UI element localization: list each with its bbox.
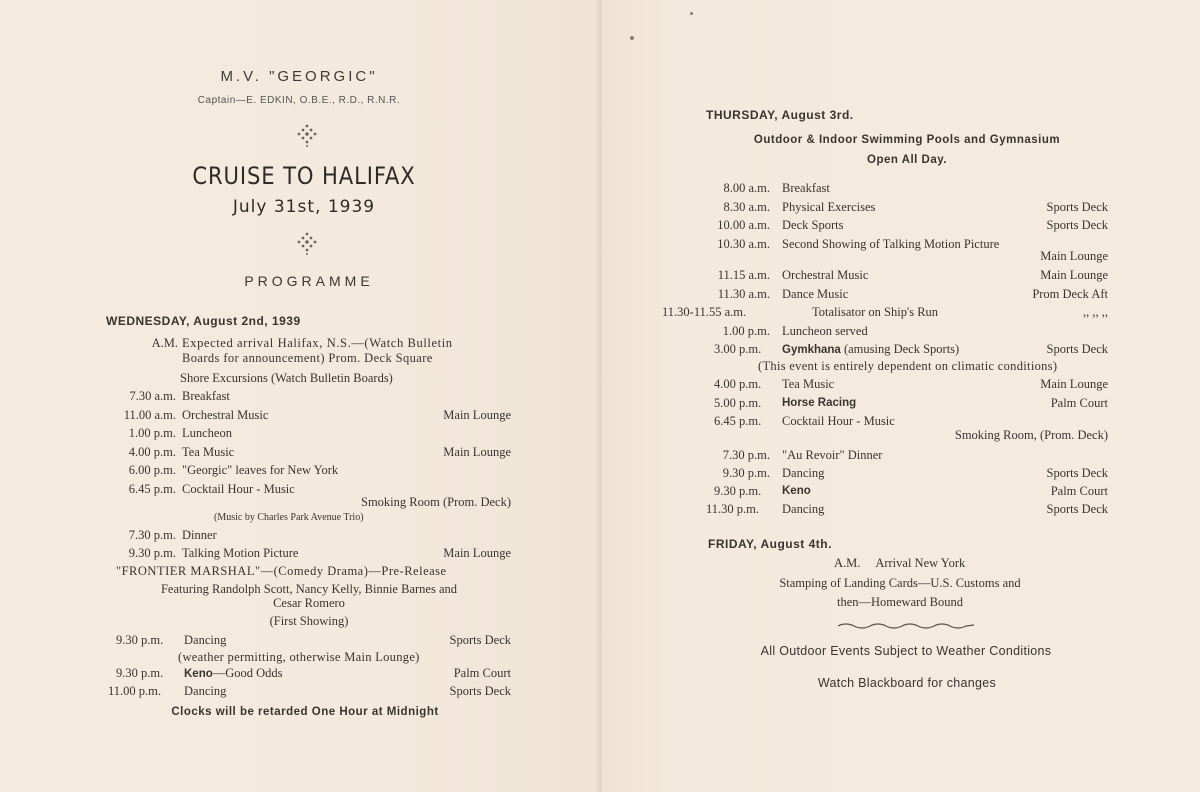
programme-heading: PROGRAMME: [244, 273, 374, 289]
tea-row: [602, 375, 1200, 393]
cruise-date: July 31st, 1939: [232, 197, 376, 217]
event-location: Main Lounge: [443, 407, 511, 422]
event-label: Tea Music: [182, 444, 235, 459]
event-time: 9.30 p.m.: [128, 546, 176, 560]
event-location: Sports Deck: [1046, 199, 1108, 214]
diamond-ornament-bottom: [294, 232, 320, 256]
stamping-line-2: then—Homeward Bound: [836, 595, 964, 609]
smoking-room-location: Smoking Room, (Prom. Deck): [954, 428, 1108, 442]
wave-divider: [836, 620, 976, 630]
event-label: Physical Exercises: [782, 199, 876, 214]
schedule-row: [602, 322, 1200, 340]
schedule-row: [602, 303, 1200, 321]
event-time: 5.00 p.m.: [714, 396, 762, 410]
am-line-3: Shore Excursions (Watch Bulletin Boards): [180, 371, 393, 385]
event-label: Deck Sports: [782, 218, 844, 233]
event-location: Prom Deck Aft: [1032, 286, 1108, 301]
event-time: 11.30 p.m.: [706, 502, 760, 516]
right-page: [602, 0, 1200, 792]
thursday-heading: THURSDAY, August 3rd.: [706, 108, 854, 122]
clocks-note: Clocks will be retarded One Hour at Midnight: [171, 706, 439, 718]
event-time: 1.00 p.m.: [128, 426, 176, 441]
event-label: Breakfast: [182, 389, 230, 403]
event-label: Orchestral Music: [782, 268, 869, 282]
featuring-line-1: Featuring Randolph Scott, Nancy Kelly, Binnie Barnes and: [160, 582, 457, 596]
paper-speck: [690, 12, 693, 15]
event-label: Luncheon: [182, 426, 232, 441]
event-location: Sports Deck: [449, 684, 511, 698]
event-label: Dinner: [182, 528, 217, 542]
event-time: 4.00 p.m.: [128, 444, 176, 459]
event-location: Main Lounge: [1040, 268, 1108, 282]
schedule-row: [0, 461, 598, 479]
event-time: 9.30 p.m.: [116, 666, 164, 680]
schedule-row: [0, 387, 598, 405]
event-label: Orchestral Music: [182, 407, 269, 422]
event-location: Sports Deck: [1046, 502, 1108, 516]
late-dancing-row: [0, 682, 598, 700]
event-time: 9.30 p.m.: [714, 484, 762, 498]
music-note: (Music by Charles Park Avenue Trio): [214, 512, 364, 523]
schedule-row: [0, 526, 598, 544]
event-time: 11.00 a.m.: [123, 407, 176, 422]
event-time: 8.30 a.m.: [723, 199, 770, 214]
event-location: Palm Court: [1050, 484, 1108, 498]
dancing-row: [0, 631, 598, 649]
event-time: 4.00 p.m.: [714, 377, 762, 391]
wednesday-heading: WEDNESDAY, August 2nd, 1939: [106, 314, 301, 328]
event-time: 10.30 a.m.: [717, 236, 770, 251]
schedule-row: [602, 216, 1200, 234]
event-label: Cocktail Hour - Music: [782, 414, 895, 428]
event-label: Breakfast: [782, 181, 830, 195]
event-location: Palm Court: [453, 666, 511, 680]
pools-line-2: Open All Day.: [867, 154, 947, 166]
event-label: Second Showing of Talking Motion Picture: [782, 236, 1000, 251]
schedule-row: [602, 464, 1200, 482]
event-location: Main Lounge: [443, 546, 511, 560]
gymkhana-label: Gymkhana: [782, 344, 841, 356]
event-time: 3.00 p.m.: [714, 342, 762, 356]
event-label: "Au Revoir" Dinner: [782, 448, 883, 462]
event-label: Luncheon served: [782, 323, 868, 338]
event-label: Totalisator on Ship's Run: [812, 305, 939, 320]
gymkhana-row: [602, 340, 1200, 358]
smoking-room-location: Smoking Room (Prom. Deck): [361, 495, 511, 509]
event-time: 11.00 p.m.: [108, 684, 162, 698]
captain-line: Captain—E. EDKIN, O.B.E., R.D., R.N.R.: [197, 95, 401, 106]
event-location: Main Lounge: [443, 444, 511, 459]
event-label: Dancing: [782, 502, 825, 516]
event-location: ,, ,, ,,: [1083, 305, 1108, 320]
event-time: 9.30 p.m.: [722, 466, 770, 480]
event-label: Dancing: [782, 466, 825, 480]
stamping-line-1: Stamping of Landing Cards—U.S. Customs and: [779, 576, 1021, 590]
event-label: Cocktail Hour - Music: [182, 482, 295, 496]
pools-line-1: Outdoor & Indoor Swimming Pools and Gymnasium: [753, 134, 1061, 146]
event-location: Sports Deck: [1046, 466, 1108, 480]
gymkhana-detail: (amusing Deck Sports): [840, 342, 960, 356]
blackboard-footer: Watch Blackboard for changes: [817, 676, 997, 690]
ship-name: M.V. "GEORGIC": [220, 68, 378, 85]
gymkhana-note: (This event is entirely dependent on climatic conditions): [758, 359, 1058, 373]
schedule-row: [602, 179, 1200, 197]
event-time: 9.30 p.m.: [116, 633, 164, 647]
am-row-3: [0, 369, 598, 387]
event-time: 8.00 a.m.: [723, 181, 770, 195]
event-time: 10.00 a.m.: [717, 218, 770, 233]
schedule-row: [602, 285, 1200, 303]
event-label: Tea Music: [782, 377, 835, 391]
smoking-room-row: [602, 426, 1200, 444]
event-location: Palm Court: [1050, 396, 1108, 410]
first-showing: (First Showing): [269, 614, 349, 628]
main-lounge-wrap-row: [602, 247, 1200, 265]
keno-row: [602, 482, 1200, 500]
event-label: Dance Music: [782, 286, 849, 301]
schedule-row: [0, 443, 598, 461]
event-location: Main Lounge: [1040, 377, 1108, 391]
horse-racing-label: Horse Racing: [782, 397, 857, 409]
event-location: Sports Deck: [1046, 342, 1108, 356]
schedule-row: [602, 198, 1200, 216]
horse-row: [602, 394, 1200, 412]
event-label: Talking Motion Picture: [182, 546, 299, 560]
event-time: 1.00 p.m.: [722, 323, 770, 338]
weather-note: (weather permitting, otherwise Main Lounge): [178, 650, 420, 664]
am-line-2: Boards for announcement) Prom. Deck Square: [182, 351, 433, 365]
left-page: [0, 0, 598, 792]
featuring-line-2: Cesar Romero: [273, 596, 345, 610]
diamond-ornament-top: [294, 124, 320, 148]
late-dancing-row: [602, 500, 1200, 518]
event-time: 11.30 a.m.: [717, 286, 770, 301]
event-time: 11.30-11.55 a.m.: [662, 305, 747, 320]
keno-label: Keno: [184, 668, 213, 680]
cruise-title: CRUISE TO HALIFAX: [192, 162, 416, 190]
event-time: 7.30 p.m.: [722, 448, 770, 462]
event-location: Sports Deck: [1046, 218, 1108, 233]
paper-speck: [630, 36, 634, 40]
event-time: 7.30 a.m.: [129, 389, 176, 403]
weather-footer: All Outdoor Events Subject to Weather Conditions: [760, 644, 1052, 658]
am-line-1: Expected arrival Halifax, N.S.—(Watch Bulletin: [182, 336, 453, 350]
keno-label: Keno: [782, 485, 811, 497]
event-label: Dancing: [184, 633, 227, 647]
schedule-row: [602, 446, 1200, 464]
event-time: 7.30 p.m.: [128, 528, 176, 542]
event-time: 11.15 a.m.: [717, 268, 770, 282]
event-label: "Georgic" leaves for New York: [182, 463, 339, 478]
smoking-room-row: [0, 493, 598, 511]
schedule-row: [602, 266, 1200, 284]
event-time: 6.45 p.m.: [128, 482, 176, 496]
event-label: Dancing: [184, 684, 227, 698]
keno-row: [0, 664, 598, 682]
friday-heading: FRIDAY, August 4th.: [708, 537, 832, 551]
keno-detail: —Good Odds: [212, 666, 283, 680]
schedule-row: [0, 406, 598, 424]
event-time: 6.00 p.m.: [128, 463, 176, 478]
am-row-2: [0, 349, 598, 367]
event-time: 6.45 p.m.: [714, 414, 762, 428]
event-location: Sports Deck: [449, 633, 511, 647]
friday-arrival: A.M. Arrival New York: [834, 556, 966, 570]
schedule-row: [0, 424, 598, 442]
main-lounge-wrap: Main Lounge: [1040, 249, 1108, 263]
film-title-line: "FRONTIER MARSHAL"—(Comedy Drama)—Pre-Release: [116, 564, 447, 578]
am-time: A.M.: [151, 336, 178, 350]
schedule-row: [0, 544, 598, 562]
